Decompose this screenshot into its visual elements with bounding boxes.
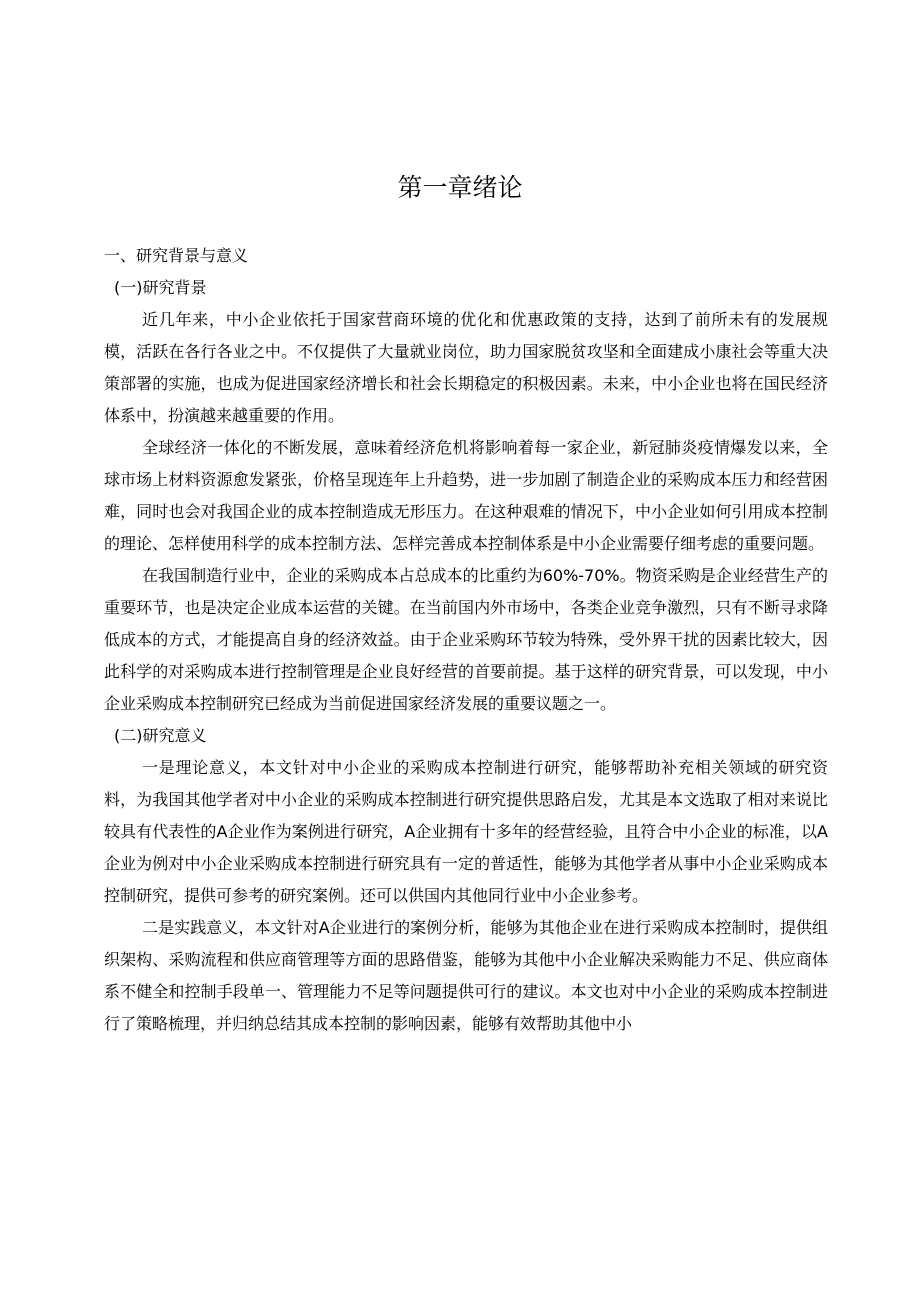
subsection-heading-background: (一)研究背景 [114,278,207,297]
paragraph: 近几年来，中小企业依托于国家营商环境的优化和优惠政策的支持，达到了前所未有的发展规模，活跃在各行各业之中。不仅提供了大量就业岗位，助力国家脱贫攻坚和全面建成小康社会等重大决策部署的实施，也成为促进国家经济增长和社会长期稳定的积极因素。未来，中小企业也将在国民经济体系中，扮演越来越重要的作用。 [104,310,828,425]
paragraph: 二是实践意义，本文针对A企业进行的案例分析，能够为其他企业在进行采购成本控制时，提供组织架构、采购流程和供应商管理等方面的思路借鉴，能够为其他中小企业解决采购能力不足、供应商体系不健全和控制手段单一、管理能力不足等问题提供可行的建议。本文也对中小企业的采购成本控制进行了策略梳理，并归纳总结其成本控制的影响因素，能够有效帮助其他中小 [104,918,828,1033]
paragraph: 在我国制造行业中，企业的采购成本占总成本的比重约为60%-70%。物资采购是企业经营生产的重要环节，也是决定企业成本运营的关键。在当前国内外市场中，各类企业竞争激烈，只有不断寻求降低成本的方式，才能提高自身的经济效益。由于企业采购环节较为特殊，受外界干扰的因素比较大，因此科学的对采购成本进行控制管理是企业良好经营的首要前提。基于这样的研究背景，可以发现，中小企业采购成本控制研究已经成为当前促进国家经济发展的重要议题之一。 [104,566,828,713]
subsection-heading-significance: (二)研究意义 [114,726,207,745]
section-heading: 一、研究背景与意义 [104,246,249,265]
paragraph: 一是理论意义，本文针对中小企业的采购成本控制进行研究，能够帮助补充相关领域的研究资料，为我国其他学者对中小企业的采购成本控制进行研究提供思路启发，尤其是本文选取了相对来说比较具有代表性的A企业作为案例进行研究，A企业拥有十多年的经营经验，且符合中小企业的标准，以A企业为例对中小企业采购成本控制进行研究具有一定的普适性，能够为其他学者从事中小企业采购成本控制研究，提供可参考的研究案例。还可以供国内其他同行业中小企业参考。 [104,758,828,905]
document-body [104,240,828,1040]
paragraph: 全球经济一体化的不断发展，意味着经济危机将影响着每一家企业，新冠肺炎疫情爆发以来，全球市场上材料资源愈发紧张，价格呈现连年上升趋势，进一步加剧了制造企业的采购成本压力和经营困难，同时也会对我国企业的成本控制造成无形压力。在这种艰难的情况下，中小企业如何引用成本控制的理论、怎样使用科学的成本控制方法、怎样完善成本控制体系是中小企业需要仔细考虑的重要问题。 [104,438,828,553]
chapter-title: 第一章绪论 [397,173,523,202]
